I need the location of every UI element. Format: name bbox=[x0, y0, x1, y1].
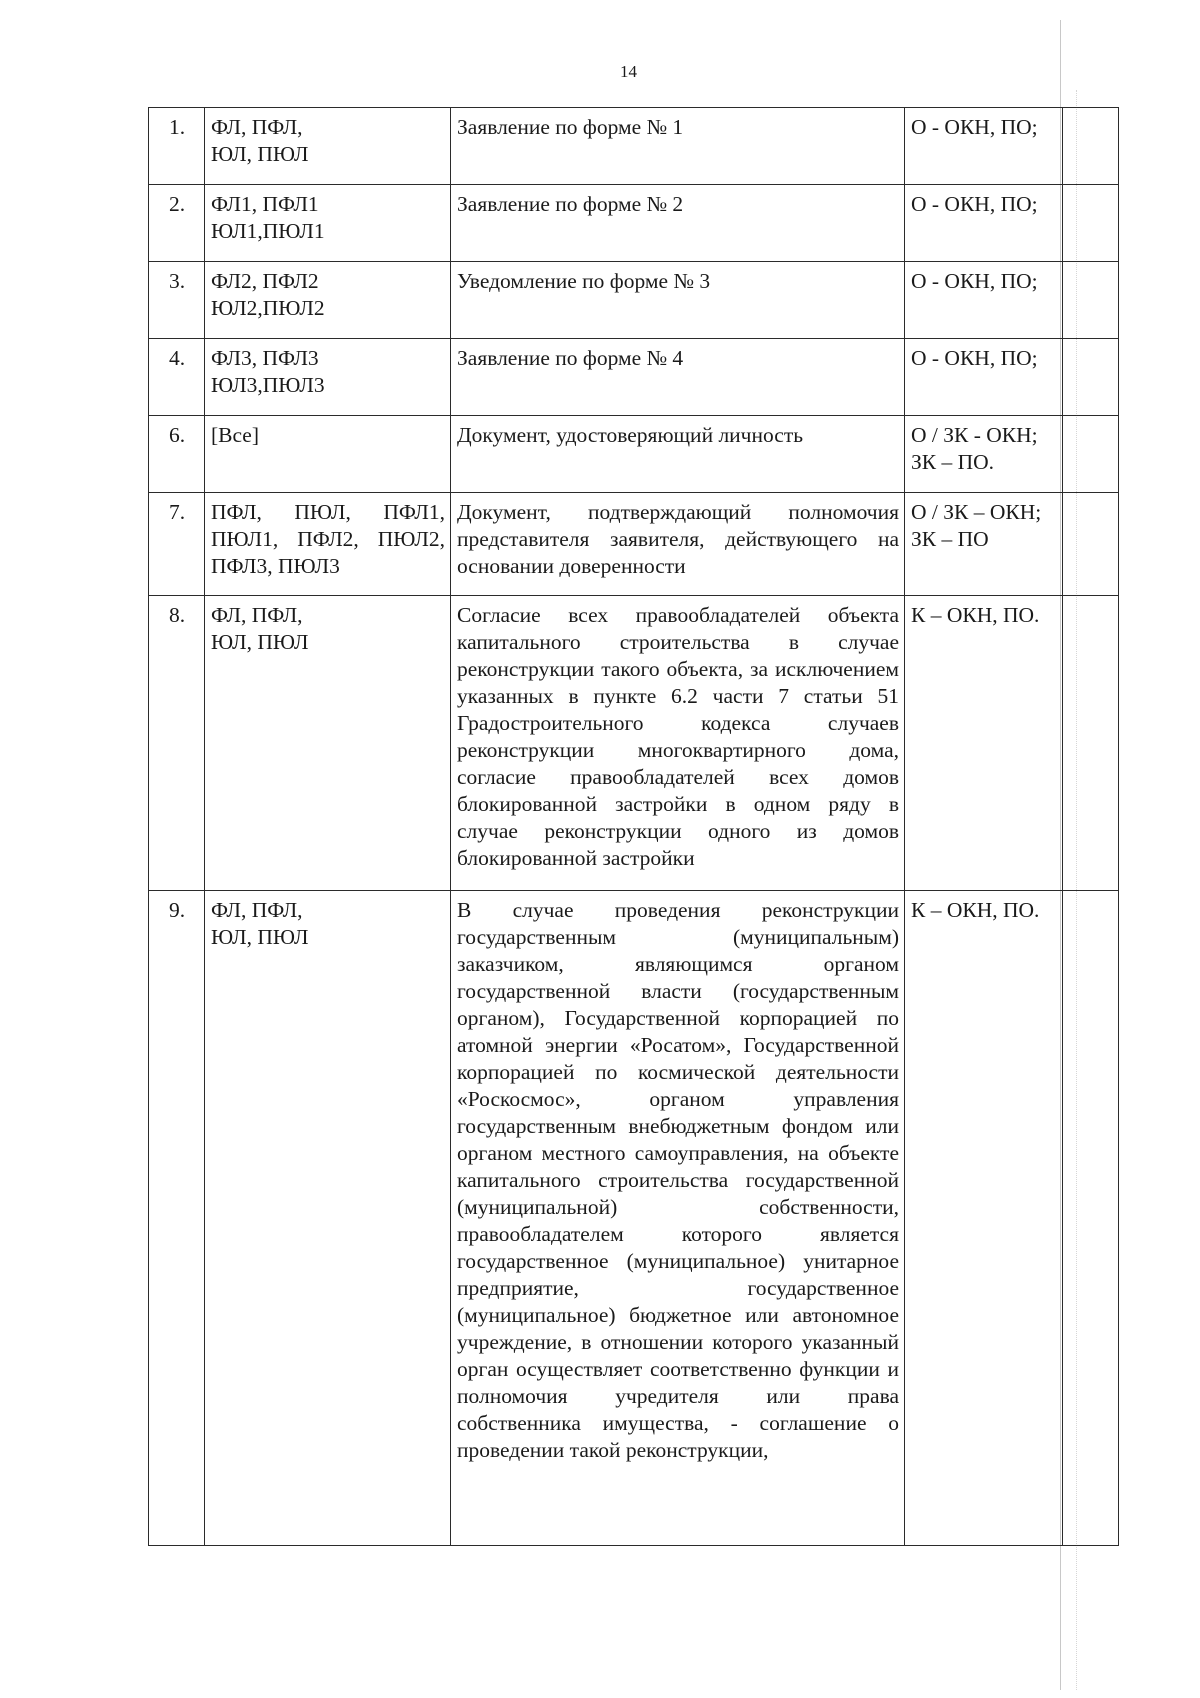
row-number: 3. bbox=[149, 262, 205, 339]
applicant-line: ЮЛ, ПЮЛ bbox=[211, 925, 309, 949]
table-row bbox=[149, 262, 1119, 339]
table-row bbox=[149, 596, 1119, 891]
table-row bbox=[149, 339, 1119, 416]
empty-cell bbox=[1063, 339, 1119, 416]
requirement-line: О - ОКН, ПО; bbox=[911, 346, 1038, 370]
empty-cell bbox=[1063, 108, 1119, 185]
requirement-line: К – ОКН, ПО. bbox=[911, 603, 1040, 627]
row-number: 6. bbox=[149, 416, 205, 493]
applicant-line: ФЛ, ПФЛ, bbox=[211, 603, 303, 627]
row-number: 1. bbox=[149, 108, 205, 185]
applicant-codes: ПФЛ, ПЮЛ, ПФЛ1, ПЮЛ1, ПФЛ2, ПЮЛ2, ПФЛ3, ПЮЛ3 bbox=[205, 493, 451, 596]
applicant-line: ФЛ, ПФЛ, bbox=[211, 115, 303, 139]
requirement-line: К – ОКН, ПО. bbox=[911, 898, 1040, 922]
applicant-codes bbox=[205, 185, 451, 262]
empty-cell bbox=[1063, 185, 1119, 262]
requirement-line: О - ОКН, ПО; bbox=[911, 115, 1038, 139]
requirement-code bbox=[905, 416, 1063, 493]
requirement-code bbox=[905, 339, 1063, 416]
document-name: Документ, подтверждающий полномочия представителя заявителя, действующего на основании доверенности bbox=[451, 493, 905, 596]
applicant-line: ФЛ3, ПФЛ3 bbox=[211, 346, 319, 370]
applicant-codes bbox=[205, 416, 451, 493]
document-name: В случае проведения реконструкции государственным (муниципальным) заказчиком, являющимся органом государственной власти (государственным органом), Государственной корпорацией по атомной энергии «Росатом», Государственной корпорацией по космической деятельности «Роскосмос», органом управления государственным внебюджетным фондом или органом местного самоуправления, на объекте капитального строительства государственной (муниципальной) собственности, правообладателем которого является государственное (муниципальное) унитарное предприятие, государственное (муниципальное) бюджетное или автономное учреждение, в отношении которого указанный орган осуществляет соответственно функции и полномочия учредителя или права собственника имущества, - соглашение о проведении такой реконструкции, bbox=[451, 891, 905, 1546]
document-name: Согласие всех правообладателей объекта капитального строительства в случае реконструкции такого объекта, за исключением указанных в пункте 6.2 части 7 статьи 51 Градостроительного кодекса случаев реконструкции многоквартирного дома, согласие правообладателей всех домов блокированной застройки в одном ряду в случае реконструкции одного из домов блокированной застройки bbox=[451, 596, 905, 891]
row-number: 4. bbox=[149, 339, 205, 416]
applicant-line: ЮЛ3,ПЮЛ3 bbox=[211, 373, 325, 397]
row-number: 9. bbox=[149, 891, 205, 1546]
document-name: Документ, удостоверяющий личность bbox=[451, 416, 905, 493]
applicant-line: ЮЛ2,ПЮЛ2 bbox=[211, 296, 325, 320]
requirement-line: О - ОКН, ПО; bbox=[911, 192, 1038, 216]
empty-cell bbox=[1063, 416, 1119, 493]
row-number: 8. bbox=[149, 596, 205, 891]
empty-cell bbox=[1063, 493, 1119, 596]
documents-table bbox=[148, 107, 1119, 1546]
requirement-code bbox=[905, 262, 1063, 339]
requirement-line: ЗК – ПО bbox=[911, 527, 989, 551]
empty-cell bbox=[1063, 262, 1119, 339]
requirement-code bbox=[905, 108, 1063, 185]
requirement-code bbox=[905, 185, 1063, 262]
applicant-line: ЮЛ1,ПЮЛ1 bbox=[211, 219, 325, 243]
row-number: 7. bbox=[149, 493, 205, 596]
applicant-line: ФЛ1, ПФЛ1 bbox=[211, 192, 319, 216]
applicant-line: ФЛ, ПФЛ, bbox=[211, 898, 303, 922]
table-row bbox=[149, 891, 1119, 1546]
requirement-line: ЗК – ПО. bbox=[911, 450, 995, 474]
requirement-code bbox=[905, 596, 1063, 891]
applicant-line: [Все] bbox=[211, 423, 260, 447]
applicant-codes bbox=[205, 262, 451, 339]
document-name: Заявление по форме № 2 bbox=[451, 185, 905, 262]
requirement-code bbox=[905, 891, 1063, 1546]
page-number: 14 bbox=[620, 62, 637, 81]
requirement-line: О / ЗК - ОКН; bbox=[911, 423, 1038, 447]
document-name: Заявление по форме № 4 bbox=[451, 339, 905, 416]
row-number: 2. bbox=[149, 185, 205, 262]
applicant-codes bbox=[205, 596, 451, 891]
applicant-codes bbox=[205, 339, 451, 416]
table-row bbox=[149, 185, 1119, 262]
applicant-line: ЮЛ, ПЮЛ bbox=[211, 630, 309, 654]
requirement-line: О / ЗК – ОКН; bbox=[911, 500, 1042, 524]
document-name: Заявление по форме № 1 bbox=[451, 108, 905, 185]
applicant-line: ЮЛ, ПЮЛ bbox=[211, 142, 309, 166]
table-row bbox=[149, 416, 1119, 493]
empty-cell bbox=[1063, 891, 1119, 1546]
applicant-codes bbox=[205, 108, 451, 185]
requirement-line: О - ОКН, ПО; bbox=[911, 269, 1038, 293]
requirement-code bbox=[905, 493, 1063, 596]
table-row bbox=[149, 493, 1119, 596]
applicant-line: ФЛ2, ПФЛ2 bbox=[211, 269, 319, 293]
applicant-codes bbox=[205, 891, 451, 1546]
table-row bbox=[149, 108, 1119, 185]
document-name: Уведомление по форме № 3 bbox=[451, 262, 905, 339]
empty-cell bbox=[1063, 596, 1119, 891]
